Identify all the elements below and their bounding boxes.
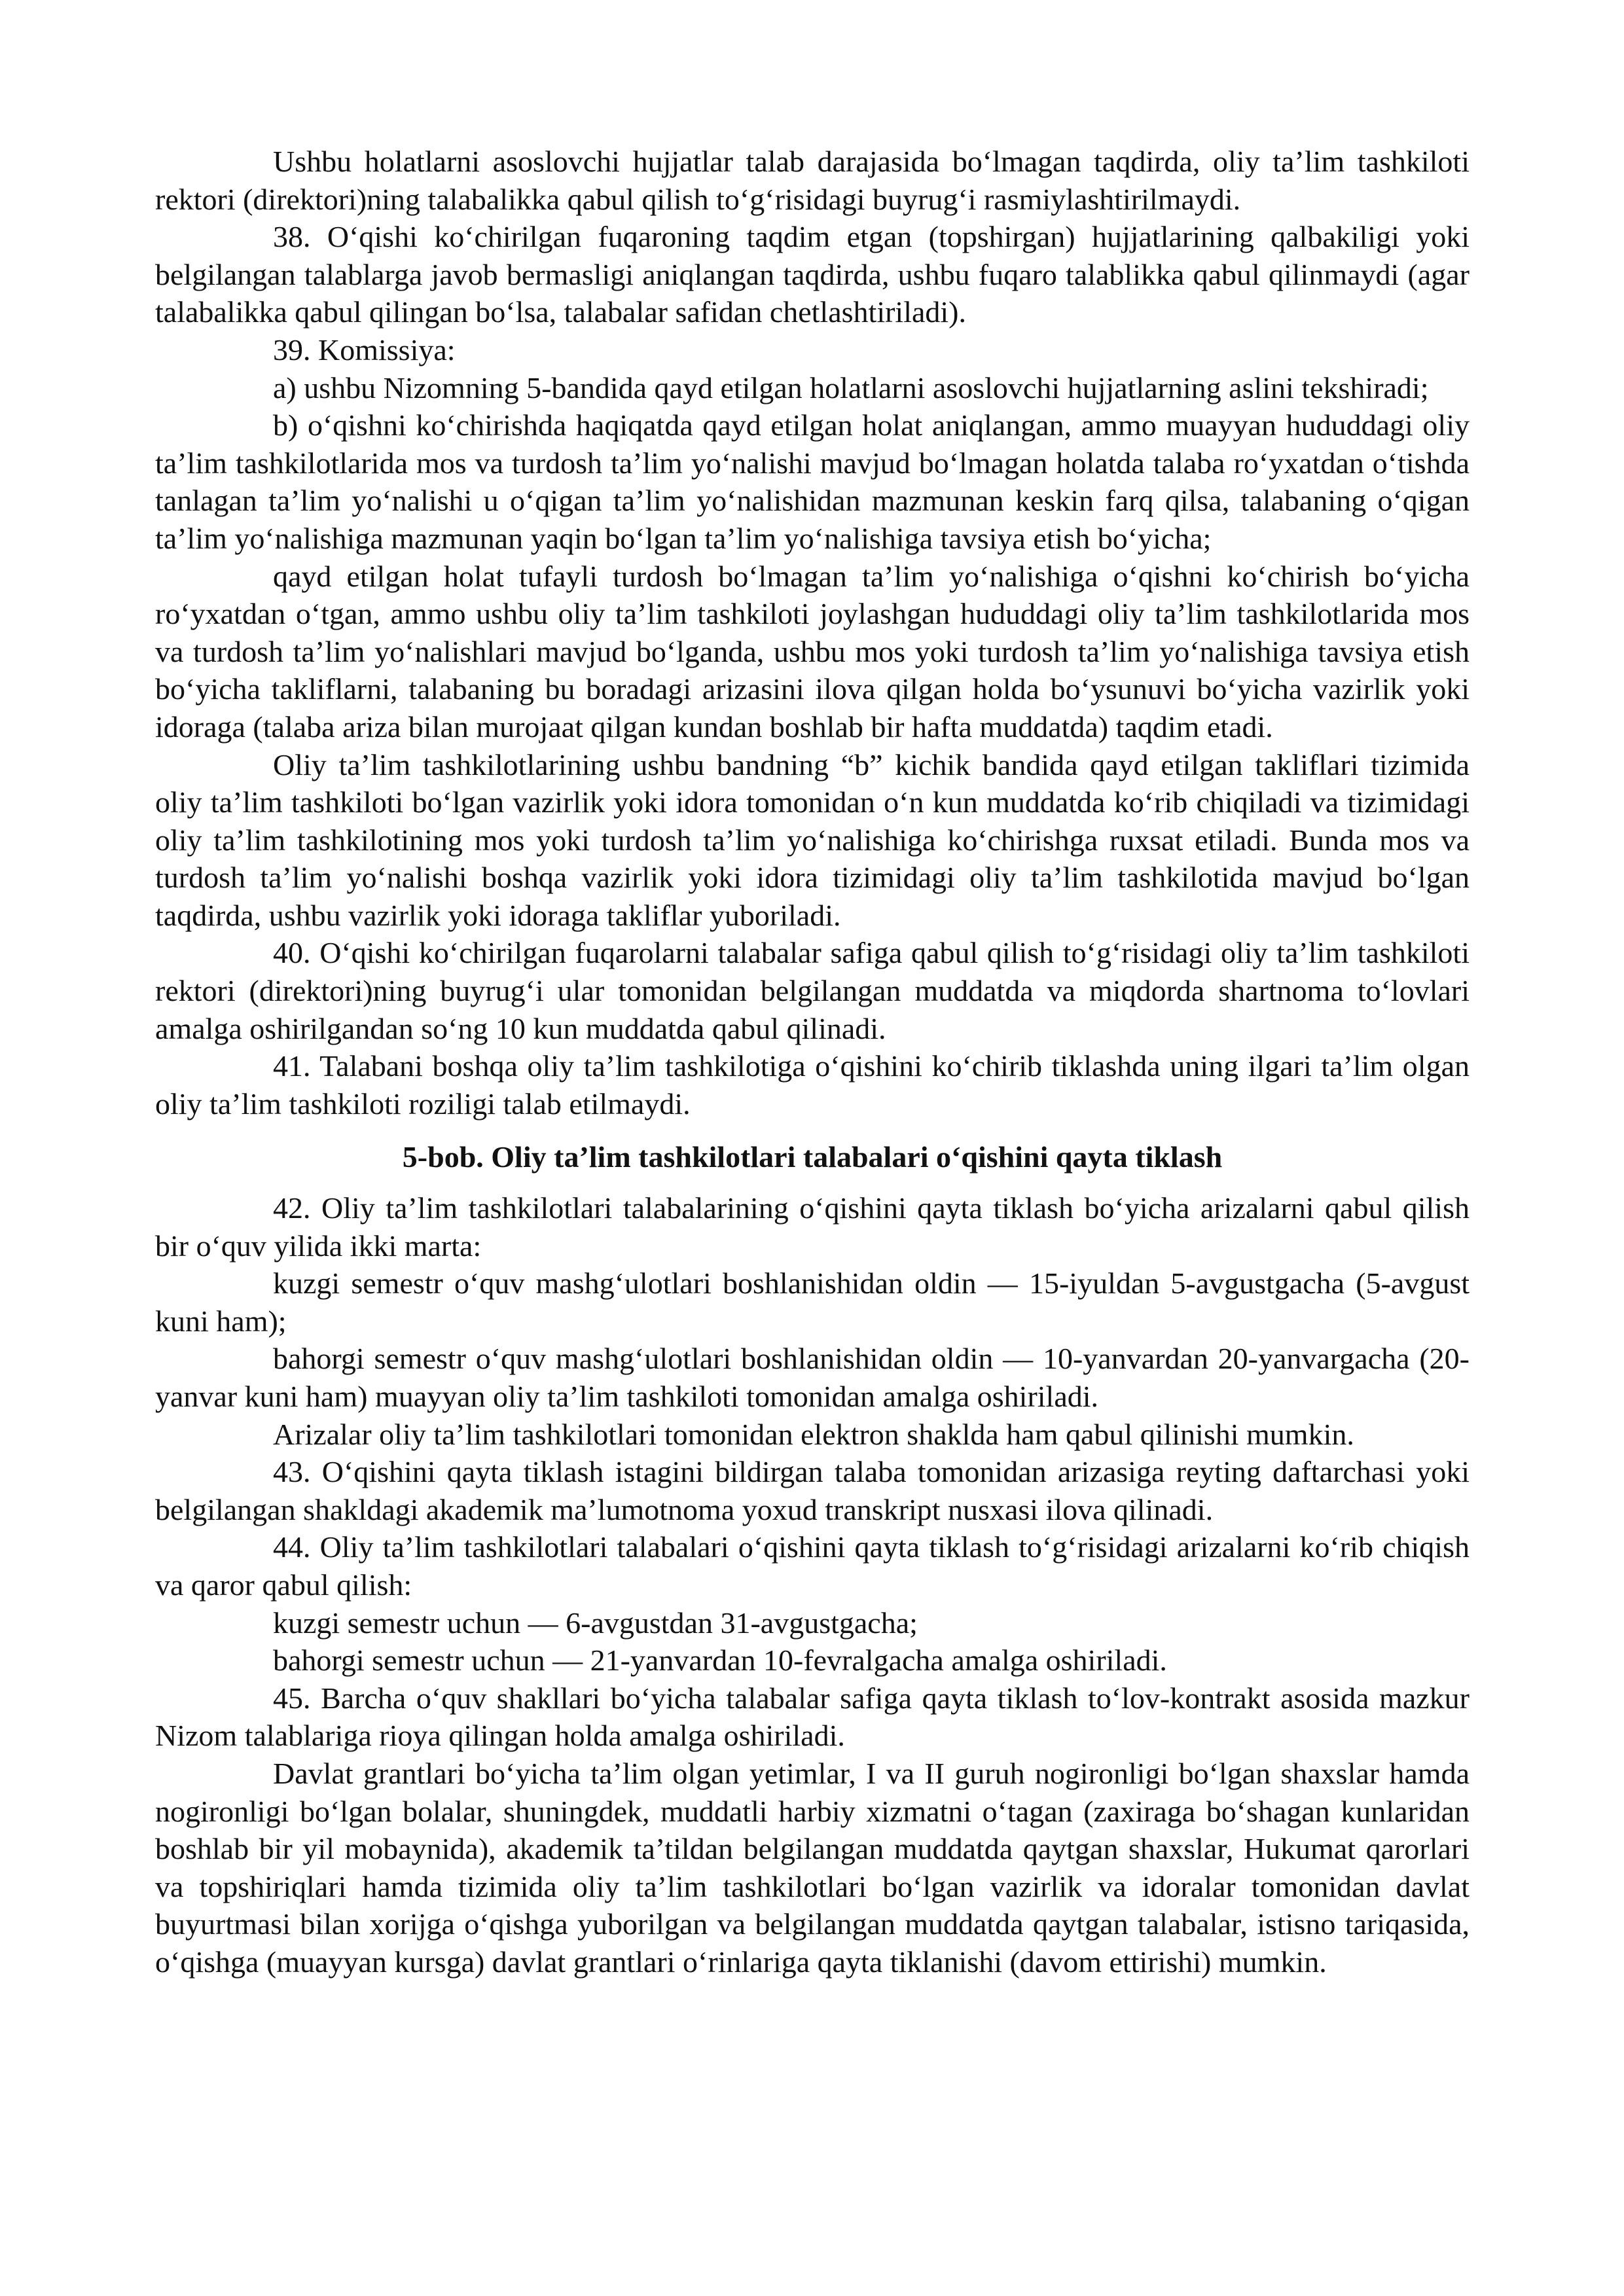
paragraph-38: 38. O‘qishi ko‘chirilgan fuqaroning taqdim etgan (topshirgan) hujjatlarining qalbakiligi yoki belgilangan talablarga javob bermasligi aniqlangan taqdirda, ushbu fuqaro talablikka qabul qilinmaydi (agar talabalikka qabul qilingan bo‘lsa, talabalar safidan chetlashtiriladi). — [155, 220, 1470, 329]
paragraph-39-proposals: Oliy ta’lim tashkilotlarining ushbu bandning “b” kichik bandida qayd etilgan takliflari tizimida oliy ta’lim tashkiloti bo‘lgan vazirlik yoki idora tomonidan o‘n kun muddatda ko‘rib chiqiladi va tizimidagi oliy ta’lim tashkilotining mos yoki turdosh ta’lim yo‘nalishiga ko‘chirishga ruxsat etiladi. Bunda mos va turdosh ta’lim yo‘nalishi boshqa vazirlik yoki idora tizimidagi oliy ta’lim tashkilotida mavjud bo‘lgan taqdirda, ushbu vazirlik yoki idoraga takliflar yuboriladi. — [155, 747, 1470, 932]
paragraph-40: 40. O‘qishi ko‘chirilgan fuqarolarni talabalar safiga qabul qilish to‘g‘risidagi oliy ta’lim tashkiloti rektori (direktori)ning buyrug‘i ular tomonidan belgilangan muddatda va miqdorda shartnoma to‘lovlari amalga oshirilgandan so‘ng 10 kun muddatda qabul qilinadi. — [155, 936, 1470, 1045]
paragraph-45: 45. Barcha o‘quv shakllari bo‘yicha talabalar safiga qayta tiklash to‘lov-kontrakt asosida mazkur Nizom talablariga rioya qilingan holda amalga oshiriladi. — [155, 1681, 1470, 1753]
paragraph-44-spring: bahorgi semestr uchun — 21-yanvardan 10-fevralgacha amalga oshiriladi. — [273, 1643, 1167, 1677]
paragraph-39-b-continued: qayd etilgan holat tufayli turdosh bo‘lmagan ta’lim yo‘nalishiga o‘qishni ko‘chirish bo‘yicha ro‘yxatdan o‘tgan, ammo ushbu oliy ta’lim tashkiloti joylashgan hududdagi oliy ta’lim tashkilotlarida mos va turdosh ta’lim yo‘nalishlari mavjud bo‘lganda, ushbu mos yoki turdosh ta’lim yo‘nalishiga tavsiya etish bo‘yicha takliflarni, talabaning bu boradagi arizasini ilova qilgan holda bo‘ysunuvi bo‘yicha vazirlik yoki idoraga (talaba ariza bilan murojaat qilgan kundan boshlab bir hafta muddatda) taqdim etadi. — [155, 559, 1470, 744]
paragraph-45-state-grants: Davlat grantlari bo‘yicha ta’lim olgan yetimlar, I va II guruh nogironligi bo‘lgan shaxslar hamda nogironligi bo‘lgan bolalar, shuningdek, muddatli harbiy xizmatni o‘tagan (zaxiraga bo‘shagan kunlaridan boshlab bir yil mobaynida), akademik ta’tildan belgilangan muddatda qaytgan shaxslar, Hukumat qarorlari va topshiriqlari hamda tizimida oliy ta’lim tashkilotlari bo‘lgan vazirlik va idoralar tomonidan davlat buyurtmasi bilan xorijga o‘qishga yuborilgan va belgilangan muddatda qaytgan talabalar, istisno tariqasida, o‘qishga (muayyan kursga) davlat grantlari o‘rinlariga qayta tiklanishi (davom ettirishi) mumkin. — [155, 1756, 1470, 1979]
document-page — [155, 143, 1470, 1981]
paragraph-42-electronic: Arizalar oliy ta’lim tashkilotlari tomonidan elektron shaklda ham qabul qilinishi mumkin. — [273, 1417, 1354, 1451]
paragraph-39-b: b) o‘qishni ko‘chirishda haqiqatda qayd etilgan holat aniqlangan, ammo muayyan hududdagi oliy ta’lim tashkilotlarida mos va turdosh ta’lim yo‘nalishi mavjud bo‘lmagan holatda talaba ro‘yxatdan o‘tishda tanlagan ta’lim yo‘nalishi u o‘qigan ta’lim yo‘nalishidan mazmunan keskin farq qilsa, talabaning o‘qigan ta’lim yo‘nalishiga mazmunan yaqin bo‘lgan ta’lim yo‘nalishiga tavsiya etish bo‘yicha; — [155, 408, 1470, 555]
paragraph-42: 42. Oliy ta’lim tashkilotlari talabalarining o‘qishini qayta tiklash bo‘yicha arizalarni qabul qilish bir o‘quv yilida ikki marta: — [155, 1191, 1470, 1263]
paragraph-42-autumn: kuzgi semestr o‘quv mashg‘ulotlari boshlanishidan oldin — 15-iyuldan 5-avgustgacha (5-avgust kuni ham); — [155, 1266, 1470, 1338]
paragraph-42-spring: bahorgi semestr o‘quv mashg‘ulotlari boshlanishidan oldin — 10-yanvardan 20-yanvargacha (20-yanvar kuni ham) muayyan oliy ta’lim tashkiloti tomonidan amalga oshiriladi. — [155, 1342, 1470, 1413]
paragraph-39-a: a) ushbu Nizomning 5-bandida qayd etilgan holatlarni asoslovchi hujjatlarning aslini tekshiradi; — [273, 370, 1429, 404]
chapter-5-heading: 5-bob. Oliy ta’lim tashkilotlari talabalari o‘qishini qayta tiklash — [402, 1140, 1223, 1174]
paragraph-41: 41. Talabani boshqa oliy ta’lim tashkilotiga o‘qishini ko‘chirib tiklashda uning ilgari ta’lim olgan oliy ta’lim tashkiloti roziligi talab etilmaydi. — [155, 1049, 1470, 1121]
paragraph-44: 44. Oliy ta’lim tashkilotlari talabalari o‘qishini qayta tiklash to‘g‘risidagi arizalarni ko‘rib chiqish va qaror qabul qilish: — [155, 1530, 1470, 1602]
paragraph-43: 43. O‘qishini qayta tiklash istagini bildirgan talaba tomonidan arizasiga reyting daftarchasi yoki belgilangan shakldagi akademik ma’lumotnoma yoxud transkript nusxasi ilova qilinadi. — [155, 1455, 1470, 1526]
paragraph-39: 39. Komissiya: — [273, 332, 456, 367]
paragraph-44-autumn: kuzgi semestr uchun — 6-avgustdan 31-avgustgacha; — [273, 1605, 918, 1640]
paragraph-order-not-formalized: Ushbu holatlarni asoslovchi hujjatlar talab darajasida bo‘lmagan taqdirda, oliy ta’lim tashkiloti rektori (direktori)ning talabalikka qabul qilish to‘g‘risidagi buyrug‘i rasmiylashtirilmaydi. — [155, 145, 1470, 216]
